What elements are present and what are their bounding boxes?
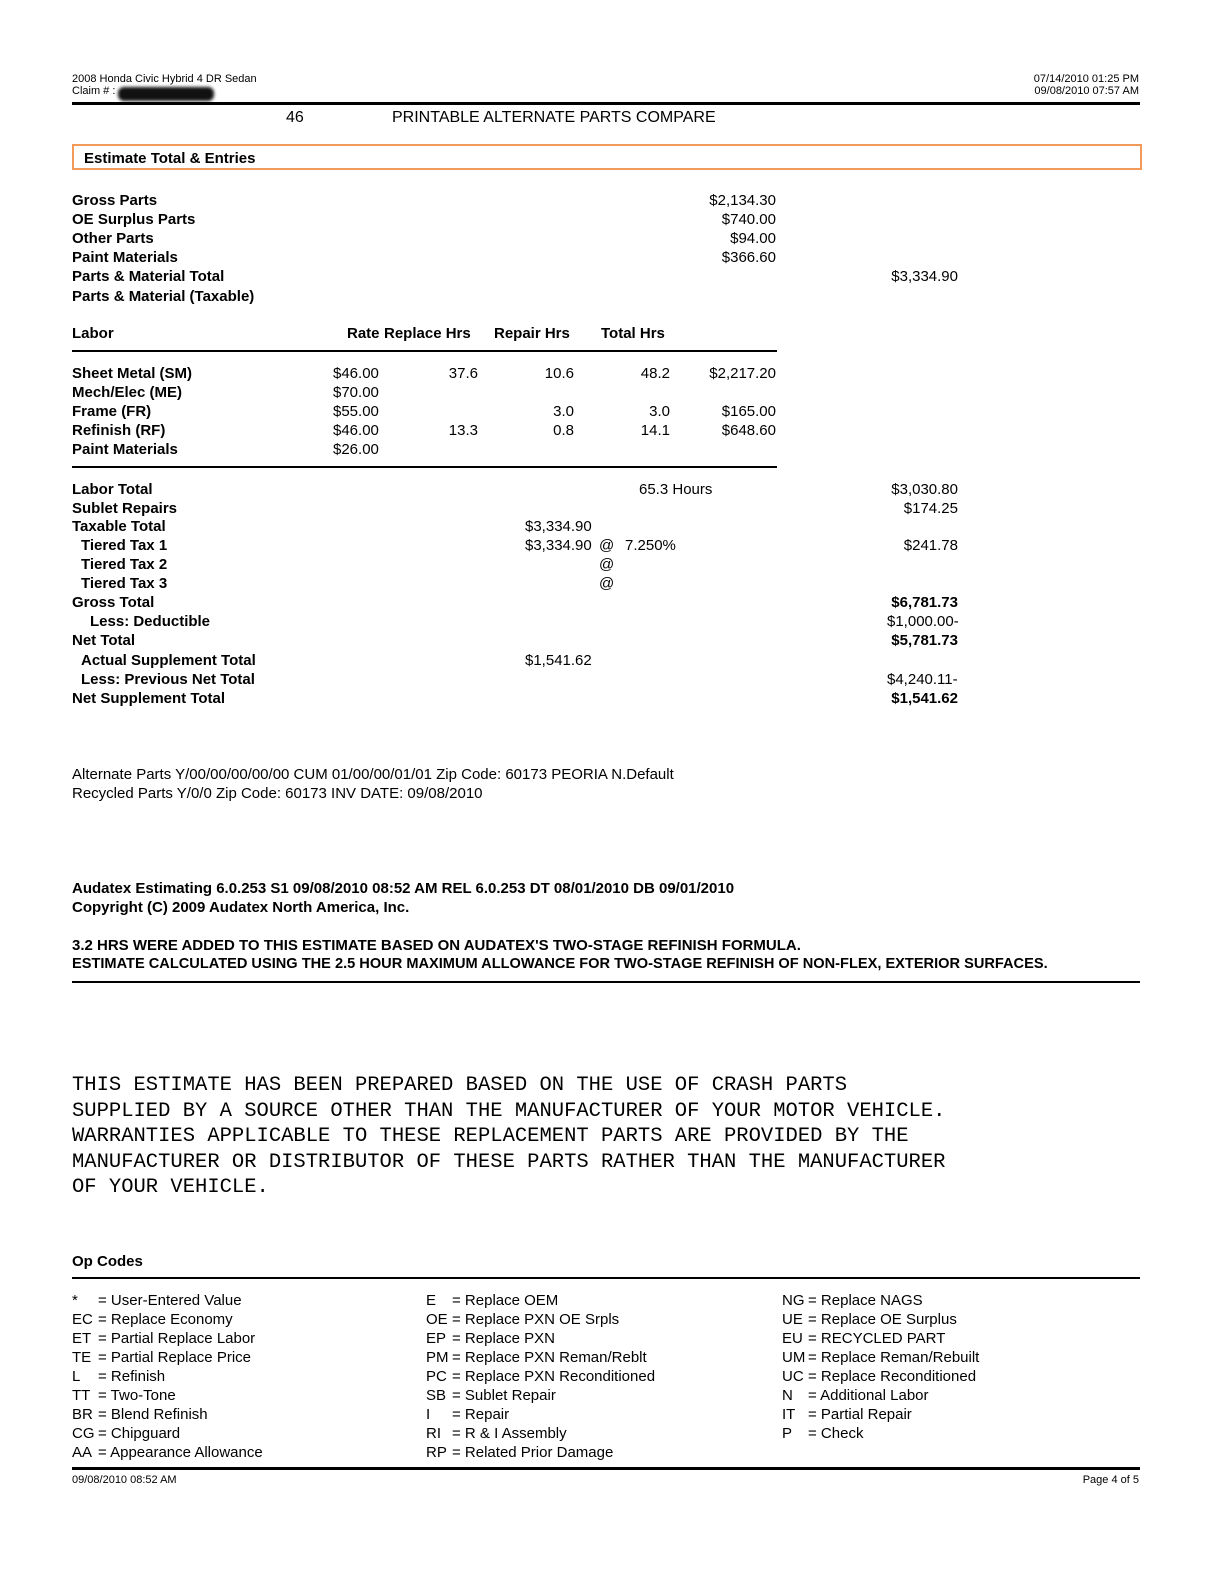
op-code-entry bbox=[782, 1367, 979, 1386]
op-code: SB bbox=[426, 1387, 447, 1404]
tiered-tax-1-at: @ bbox=[599, 537, 615, 554]
op-code-description: = Refinish bbox=[98, 1368, 166, 1385]
labor-header-total: Total Hrs bbox=[601, 325, 665, 342]
op-code-description: = RECYCLED PART bbox=[808, 1330, 946, 1347]
op-code-description: = Replace PXN Reman/Reblt bbox=[452, 1349, 647, 1366]
net-total-label: Net Total bbox=[72, 632, 136, 649]
op-code-entry bbox=[782, 1405, 979, 1424]
labor-rate: $46.00 bbox=[333, 422, 379, 439]
op-code: EP bbox=[426, 1330, 447, 1347]
page-number: 46 bbox=[286, 109, 304, 126]
footer-page: Page 4 of 5 bbox=[1082, 1474, 1139, 1486]
pm-total-value: $3,334.90 bbox=[891, 268, 958, 285]
labor-total-value: $3,030.80 bbox=[891, 481, 958, 498]
labor-header-rule bbox=[72, 350, 777, 352]
op-code-entry bbox=[426, 1310, 655, 1329]
disclaimer-line: OF YOUR VEHICLE. bbox=[72, 1176, 269, 1199]
gross-total-label: Gross Total bbox=[72, 594, 155, 611]
op-code: CG bbox=[72, 1425, 95, 1442]
tiered-tax-3-label: Tiered Tax 3 bbox=[81, 575, 168, 592]
op-code: BR bbox=[72, 1406, 93, 1423]
sublet-label: Sublet Repairs bbox=[72, 500, 178, 517]
labor-rate: $46.00 bbox=[333, 365, 379, 382]
op-code-entry bbox=[72, 1291, 263, 1310]
op-code-entry bbox=[782, 1310, 979, 1329]
vehicle-title: 2008 Honda Civic Hybrid 4 DR Sedan bbox=[72, 73, 257, 85]
labor-header-repair: Repair Hrs bbox=[494, 325, 570, 342]
oe-surplus-label: OE Surplus Parts bbox=[72, 211, 196, 228]
op-code-description: = Replace Reman/Rebuilt bbox=[808, 1349, 980, 1366]
op-codes-title: Op Codes bbox=[72, 1253, 143, 1270]
op-code: AA bbox=[72, 1444, 93, 1461]
tiered-tax-2-at: @ bbox=[599, 556, 615, 573]
op-code: EU bbox=[782, 1330, 803, 1347]
op-code: E bbox=[426, 1292, 437, 1309]
labor-name: Frame (FR) bbox=[72, 403, 152, 420]
other-parts-value: $94.00 bbox=[730, 230, 776, 247]
op-code: UE bbox=[782, 1311, 803, 1328]
op-code-entry bbox=[72, 1329, 263, 1348]
op-code-entry bbox=[426, 1291, 655, 1310]
labor-amount: $648.60 bbox=[721, 422, 776, 439]
previous-net-label: Less: Previous Net Total bbox=[81, 671, 255, 688]
op-code-description: = R & I Assembly bbox=[452, 1425, 567, 1442]
op-codes-column-2 bbox=[426, 1291, 655, 1462]
previous-net-value: $4,240.11- bbox=[887, 671, 958, 688]
labor-name: Sheet Metal (SM) bbox=[72, 365, 193, 382]
op-code-entry bbox=[782, 1291, 979, 1310]
op-code-entry bbox=[72, 1367, 263, 1386]
op-code-entry bbox=[782, 1424, 979, 1443]
tiered-tax-1-value: $241.78 bbox=[903, 537, 958, 554]
net-supplement-label: Net Supplement Total bbox=[72, 690, 226, 707]
op-code-description: = Appearance Allowance bbox=[98, 1444, 263, 1461]
pm-taxable-label: Parts & Material (Taxable) bbox=[72, 288, 255, 305]
net-total-value: $5,781.73 bbox=[891, 632, 958, 649]
labor-replace-hrs: 13.3 bbox=[448, 422, 478, 439]
op-code-entry bbox=[72, 1310, 263, 1329]
op-code-entry bbox=[426, 1367, 655, 1386]
audatex-copyright: Copyright (C) 2009 Audatex North America, Inc. bbox=[72, 899, 410, 916]
tiered-tax-2-label: Tiered Tax 2 bbox=[81, 556, 168, 573]
op-code-description: = Replace Reconditioned bbox=[808, 1368, 977, 1385]
op-code-description: = Additional Labor bbox=[808, 1387, 929, 1404]
footer-timestamp: 09/08/2010 08:52 AM bbox=[72, 1474, 177, 1486]
section-title: Estimate Total & Entries bbox=[84, 150, 256, 167]
op-code: RI bbox=[426, 1425, 441, 1442]
op-code-entry bbox=[72, 1348, 263, 1367]
op-code-description: = Replace PXN Reconditioned bbox=[452, 1368, 656, 1385]
op-code: PC bbox=[426, 1368, 447, 1385]
labor-name: Paint Materials bbox=[72, 441, 178, 458]
tiered-tax-1-label: Tiered Tax 1 bbox=[81, 537, 168, 554]
op-code-description: = Chipguard bbox=[98, 1425, 181, 1442]
disclaimer-block bbox=[72, 1073, 945, 1201]
paint-materials-value: $366.60 bbox=[721, 249, 776, 266]
actual-supplement-value: $1,541.62 bbox=[525, 652, 592, 669]
op-code: IT bbox=[782, 1406, 796, 1423]
labor-rate: $55.00 bbox=[333, 403, 379, 420]
header-rule bbox=[72, 102, 1140, 105]
alternate-parts-line: Alternate Parts Y/00/00/00/00/00 CUM 01/00/00/01/01 Zip Code: 60173 PEORIA N.Default bbox=[72, 766, 674, 783]
labor-name: Mech/Elec (ME) bbox=[72, 384, 183, 401]
labor-header-rate: Rate bbox=[347, 325, 380, 342]
labor-repair-hrs: 3.0 bbox=[553, 403, 574, 420]
labor-rate: $26.00 bbox=[333, 441, 379, 458]
op-code: ET bbox=[72, 1330, 92, 1347]
disclaimer-line: THIS ESTIMATE HAS BEEN PREPARED BASED ON THE USE OF CRASH PARTS bbox=[72, 1074, 848, 1097]
op-code-entry bbox=[426, 1329, 655, 1348]
op-code-description: = Partial Replace Labor bbox=[98, 1330, 256, 1347]
op-code: EC bbox=[72, 1311, 93, 1328]
audatex-rule bbox=[72, 981, 1140, 983]
op-code-description: = Check bbox=[808, 1425, 864, 1442]
op-code: TE bbox=[72, 1349, 92, 1366]
refinish-note-1: 3.2 HRS WERE ADDED TO THIS ESTIMATE BASED ON AUDATEX'S TWO-STAGE REFINISH FORMULA. bbox=[72, 937, 801, 954]
taxable-total-label: Taxable Total bbox=[72, 518, 166, 535]
labor-header-labor: Labor bbox=[72, 325, 114, 342]
op-code-entry bbox=[72, 1443, 263, 1462]
op-codes-column-1 bbox=[72, 1291, 263, 1462]
labor-total-label: Labor Total bbox=[72, 481, 153, 498]
footer-rule bbox=[72, 1467, 1140, 1470]
actual-supplement-label: Actual Supplement Total bbox=[81, 652, 256, 669]
labor-rate: $70.00 bbox=[333, 384, 379, 401]
other-parts-label: Other Parts bbox=[72, 230, 154, 247]
op-code-description: = Replace Economy bbox=[98, 1311, 233, 1328]
op-code: UC bbox=[782, 1368, 804, 1385]
labor-amount: $2,217.20 bbox=[709, 365, 776, 382]
header-date-1: 07/14/2010 01:25 PM bbox=[1033, 73, 1139, 85]
pm-total-label: Parts & Material Total bbox=[72, 268, 225, 285]
op-code-entry bbox=[72, 1386, 263, 1405]
op-code: NG bbox=[782, 1292, 805, 1309]
op-code: I bbox=[426, 1406, 431, 1423]
op-code-description: = Replace PXN bbox=[452, 1330, 555, 1347]
op-code-description: = Replace NAGS bbox=[808, 1292, 923, 1309]
op-code: P bbox=[782, 1425, 793, 1442]
op-code-entry bbox=[782, 1329, 979, 1348]
tiered-tax-3-at: @ bbox=[599, 575, 615, 592]
op-code-entry bbox=[782, 1348, 979, 1367]
op-code: RP bbox=[426, 1444, 447, 1461]
disclaimer-line: SUPPLIED BY A SOURCE OTHER THAN THE MANUFACTURER OF YOUR MOTOR VEHICLE. bbox=[72, 1099, 946, 1123]
op-code-description: = Two-Tone bbox=[98, 1387, 176, 1404]
op-code-description: = Replace PXN OE Srpls bbox=[452, 1311, 620, 1328]
op-code-description: = Replace OE Surplus bbox=[808, 1311, 957, 1328]
labor-total-hrs: 48.2 bbox=[640, 365, 670, 382]
disclaimer-line: MANUFACTURER OR DISTRIBUTOR OF THESE PARTS RATHER THAN THE MANUFACTURER bbox=[72, 1150, 946, 1174]
labor-total-hrs: 3.0 bbox=[649, 403, 670, 420]
op-code-entry bbox=[426, 1386, 655, 1405]
labor-total-hrs: 14.1 bbox=[640, 422, 670, 439]
gross-parts-value: $2,134.30 bbox=[709, 192, 776, 209]
op-code: TT bbox=[72, 1387, 91, 1404]
sublet-value: $174.25 bbox=[903, 500, 958, 517]
labor-header-replace: Replace Hrs bbox=[384, 325, 471, 342]
labor-repair-hrs: 0.8 bbox=[553, 422, 574, 439]
op-code-description: = Partial Replace Price bbox=[98, 1349, 251, 1366]
taxable-total-value: $3,334.90 bbox=[525, 518, 592, 535]
op-code-entry bbox=[426, 1405, 655, 1424]
net-supplement-value: $1,541.62 bbox=[891, 690, 958, 707]
op-code: UM bbox=[782, 1349, 806, 1366]
op-codes-rule bbox=[72, 1277, 1140, 1279]
op-codes-column-3 bbox=[782, 1291, 979, 1443]
redacted-claim-number bbox=[118, 87, 214, 101]
op-code: L bbox=[72, 1368, 81, 1385]
op-code-description: = Replace OEM bbox=[452, 1292, 559, 1309]
op-code-entry bbox=[72, 1424, 263, 1443]
op-code-entry bbox=[426, 1424, 655, 1443]
op-code: PM bbox=[426, 1349, 449, 1366]
op-code: * bbox=[72, 1292, 78, 1309]
refinish-note-2: ESTIMATE CALCULATED USING THE 2.5 HOUR MAXIMUM ALLOWANCE FOR TWO-STAGE REFINISH OF NON-FLEX, EXTERIOR SURFACES. bbox=[72, 956, 1048, 972]
gross-total-value: $6,781.73 bbox=[891, 594, 958, 611]
labor-footer-rule bbox=[72, 466, 777, 468]
oe-surplus-value: $740.00 bbox=[721, 211, 776, 228]
tiered-tax-1-rate: 7.250% bbox=[625, 537, 676, 554]
audatex-version: Audatex Estimating 6.0.253 S1 09/08/2010 08:52 AM REL 6.0.253 DT 08/01/2010 DB 09/01/2010 bbox=[72, 880, 735, 897]
op-code: OE bbox=[426, 1311, 448, 1328]
header-date-2: 09/08/2010 07:57 AM bbox=[1034, 85, 1139, 97]
op-code-description: = Sublet Repair bbox=[452, 1387, 556, 1404]
labor-hours: 65.3 Hours bbox=[639, 481, 713, 498]
recycled-parts-line: Recycled Parts Y/0/0 Zip Code: 60173 INV DATE: 09/08/2010 bbox=[72, 785, 483, 802]
tiered-tax-1-base: $3,334.90 bbox=[525, 537, 592, 554]
labor-repair-hrs: 10.6 bbox=[544, 365, 574, 382]
op-code: N bbox=[782, 1387, 793, 1404]
paint-materials-label: Paint Materials bbox=[72, 249, 178, 266]
op-code-description: = Partial Repair bbox=[808, 1406, 912, 1423]
op-code-entry bbox=[426, 1348, 655, 1367]
op-code-entry bbox=[426, 1443, 655, 1462]
op-code-entry bbox=[72, 1405, 263, 1424]
op-code-description: = User-Entered Value bbox=[98, 1292, 242, 1309]
report-title: PRINTABLE ALTERNATE PARTS COMPARE bbox=[392, 109, 716, 126]
deductible-label: Less: Deductible bbox=[90, 613, 211, 630]
labor-name: Refinish (RF) bbox=[72, 422, 166, 439]
op-code-description: = Repair bbox=[452, 1406, 510, 1423]
deductible-value: $1,000.00- bbox=[887, 613, 959, 630]
claim-label: Claim # : bbox=[72, 85, 116, 97]
op-code-entry bbox=[782, 1386, 979, 1405]
disclaimer-line: WARRANTIES APPLICABLE TO THESE REPLACEMENT PARTS ARE PROVIDED BY THE bbox=[72, 1125, 909, 1148]
labor-amount: $165.00 bbox=[721, 403, 776, 420]
labor-replace-hrs: 37.6 bbox=[448, 365, 478, 382]
op-code-description: = Blend Refinish bbox=[98, 1406, 208, 1423]
gross-parts-label: Gross Parts bbox=[72, 192, 158, 209]
op-code-description: = Related Prior Damage bbox=[452, 1444, 614, 1461]
